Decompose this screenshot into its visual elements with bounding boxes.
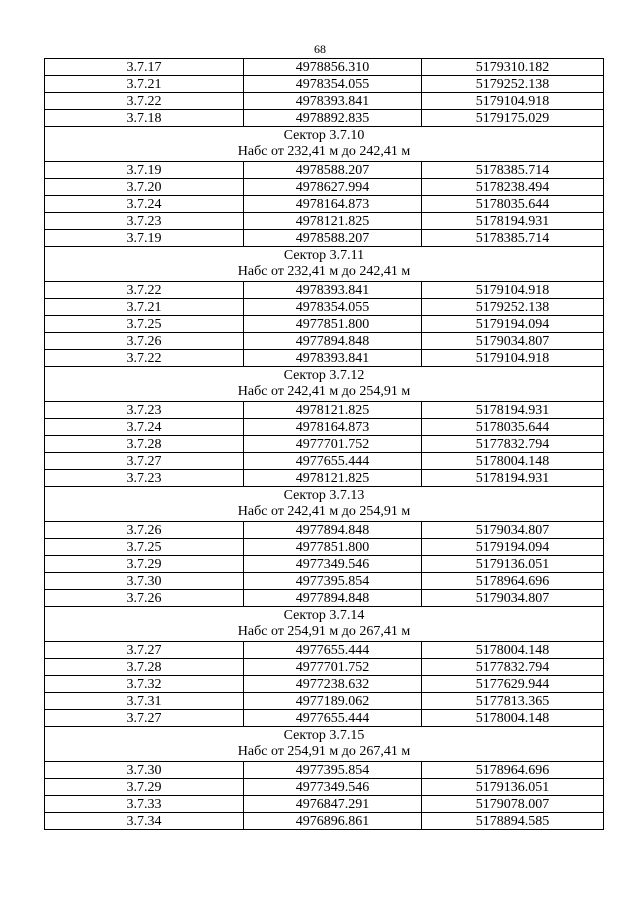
x-coordinate-cell: 4977894.848 bbox=[244, 522, 422, 539]
point-id-cell: 3.7.23 bbox=[45, 402, 244, 419]
y-coordinate-cell: 5177813.365 bbox=[422, 693, 604, 710]
x-coordinate-cell: 4978354.055 bbox=[244, 76, 422, 93]
point-id-cell: 3.7.32 bbox=[45, 676, 244, 693]
y-coordinate-cell: 5178964.696 bbox=[422, 573, 604, 590]
point-id-cell: 3.7.23 bbox=[45, 470, 244, 487]
sector-title: Сектор 3.7.13 bbox=[283, 488, 365, 503]
table-row bbox=[45, 162, 604, 179]
x-coordinate-cell: 4978121.825 bbox=[244, 402, 422, 419]
sector-header-row bbox=[45, 487, 604, 522]
point-id-cell: 3.7.28 bbox=[45, 436, 244, 453]
sector-header-cell bbox=[45, 127, 604, 162]
table-row bbox=[45, 573, 604, 590]
sector-header-row bbox=[45, 247, 604, 282]
point-id-cell: 3.7.21 bbox=[45, 76, 244, 93]
x-coordinate-cell: 4977851.800 bbox=[244, 316, 422, 333]
point-id-cell: 3.7.25 bbox=[45, 539, 244, 556]
table-row bbox=[45, 710, 604, 727]
x-coordinate-cell: 4978892.835 bbox=[244, 110, 422, 127]
point-id-cell: 3.7.22 bbox=[45, 350, 244, 367]
sector-title: Сектор 3.7.10 bbox=[283, 128, 365, 143]
y-coordinate-cell: 5178238.494 bbox=[422, 179, 604, 196]
x-coordinate-cell: 4976847.291 bbox=[244, 796, 422, 813]
sector-title: Сектор 3.7.15 bbox=[283, 728, 365, 743]
y-coordinate-cell: 5177832.794 bbox=[422, 436, 604, 453]
y-coordinate-cell: 5178194.931 bbox=[422, 213, 604, 230]
x-coordinate-cell: 4978121.825 bbox=[244, 470, 422, 487]
point-id-cell: 3.7.19 bbox=[45, 230, 244, 247]
y-coordinate-cell: 5179104.918 bbox=[422, 350, 604, 367]
y-coordinate-cell: 5178385.714 bbox=[422, 162, 604, 179]
x-coordinate-cell: 4977349.546 bbox=[244, 556, 422, 573]
table-row bbox=[45, 590, 604, 607]
point-id-cell: 3.7.20 bbox=[45, 179, 244, 196]
x-coordinate-cell: 4977655.444 bbox=[244, 453, 422, 470]
sector-title: Сектор 3.7.14 bbox=[283, 608, 365, 623]
point-id-cell: 3.7.26 bbox=[45, 333, 244, 350]
point-id-cell: 3.7.26 bbox=[45, 590, 244, 607]
y-coordinate-cell: 5177629.944 bbox=[422, 676, 604, 693]
table-row bbox=[45, 213, 604, 230]
x-coordinate-cell: 4978393.841 bbox=[244, 93, 422, 110]
x-coordinate-cell: 4978856.310 bbox=[244, 59, 422, 76]
point-id-cell: 3.7.29 bbox=[45, 779, 244, 796]
table-row bbox=[45, 556, 604, 573]
table-row bbox=[45, 453, 604, 470]
sector-header-cell bbox=[45, 247, 604, 282]
x-coordinate-cell: 4977894.848 bbox=[244, 333, 422, 350]
x-coordinate-cell: 4977655.444 bbox=[244, 710, 422, 727]
point-id-cell: 3.7.31 bbox=[45, 693, 244, 710]
point-id-cell: 3.7.24 bbox=[45, 196, 244, 213]
y-coordinate-cell: 5178004.148 bbox=[422, 710, 604, 727]
x-coordinate-cell: 4978121.825 bbox=[244, 213, 422, 230]
x-coordinate-cell: 4977851.800 bbox=[244, 539, 422, 556]
y-coordinate-cell: 5179034.807 bbox=[422, 522, 604, 539]
table-row bbox=[45, 813, 604, 830]
sector-header-row bbox=[45, 607, 604, 642]
x-coordinate-cell: 4978627.994 bbox=[244, 179, 422, 196]
sector-title: Сектор 3.7.12 bbox=[283, 368, 365, 383]
y-coordinate-cell: 5179194.094 bbox=[422, 316, 604, 333]
y-coordinate-cell: 5178004.148 bbox=[422, 642, 604, 659]
point-id-cell: 3.7.22 bbox=[45, 93, 244, 110]
x-coordinate-cell: 4977349.546 bbox=[244, 779, 422, 796]
point-id-cell: 3.7.25 bbox=[45, 316, 244, 333]
x-coordinate-cell: 4977701.752 bbox=[244, 436, 422, 453]
coordinates-table-body bbox=[45, 59, 604, 830]
y-coordinate-cell: 5178035.644 bbox=[422, 196, 604, 213]
y-coordinate-cell: 5177832.794 bbox=[422, 659, 604, 676]
sector-header-cell bbox=[45, 727, 604, 762]
table-row bbox=[45, 59, 604, 76]
table-row bbox=[45, 299, 604, 316]
x-coordinate-cell: 4977238.632 bbox=[244, 676, 422, 693]
coordinates-table bbox=[44, 58, 604, 830]
table-row bbox=[45, 402, 604, 419]
point-id-cell: 3.7.19 bbox=[45, 162, 244, 179]
point-id-cell: 3.7.27 bbox=[45, 642, 244, 659]
x-coordinate-cell: 4976896.861 bbox=[244, 813, 422, 830]
table-row bbox=[45, 350, 604, 367]
table-row bbox=[45, 316, 604, 333]
sector-height-range: Набс от 232,41 м до 242,41 м bbox=[237, 264, 411, 279]
table-row bbox=[45, 642, 604, 659]
x-coordinate-cell: 4977189.062 bbox=[244, 693, 422, 710]
sector-height-range: Набс от 232,41 м до 242,41 м bbox=[237, 144, 411, 159]
sector-height-range: Набс от 242,41 м до 254,91 м bbox=[237, 504, 411, 519]
table-row bbox=[45, 419, 604, 436]
x-coordinate-cell: 4977894.848 bbox=[244, 590, 422, 607]
y-coordinate-cell: 5178004.148 bbox=[422, 453, 604, 470]
sector-header-row bbox=[45, 367, 604, 402]
y-coordinate-cell: 5179104.918 bbox=[422, 282, 604, 299]
table-row bbox=[45, 470, 604, 487]
table-row bbox=[45, 676, 604, 693]
point-id-cell: 3.7.17 bbox=[45, 59, 244, 76]
y-coordinate-cell: 5179175.029 bbox=[422, 110, 604, 127]
table-row bbox=[45, 196, 604, 213]
y-coordinate-cell: 5179252.138 bbox=[422, 76, 604, 93]
y-coordinate-cell: 5179252.138 bbox=[422, 299, 604, 316]
point-id-cell: 3.7.28 bbox=[45, 659, 244, 676]
x-coordinate-cell: 4977395.854 bbox=[244, 762, 422, 779]
point-id-cell: 3.7.26 bbox=[45, 522, 244, 539]
point-id-cell: 3.7.18 bbox=[45, 110, 244, 127]
y-coordinate-cell: 5179136.051 bbox=[422, 779, 604, 796]
point-id-cell: 3.7.27 bbox=[45, 453, 244, 470]
table-row bbox=[45, 110, 604, 127]
point-id-cell: 3.7.21 bbox=[45, 299, 244, 316]
x-coordinate-cell: 4978393.841 bbox=[244, 282, 422, 299]
point-id-cell: 3.7.29 bbox=[45, 556, 244, 573]
x-coordinate-cell: 4978393.841 bbox=[244, 350, 422, 367]
point-id-cell: 3.7.24 bbox=[45, 419, 244, 436]
y-coordinate-cell: 5179034.807 bbox=[422, 333, 604, 350]
table-row bbox=[45, 779, 604, 796]
sector-height-range: Набс от 242,41 м до 254,91 м bbox=[237, 384, 411, 399]
table-row bbox=[45, 659, 604, 676]
table-row bbox=[45, 230, 604, 247]
x-coordinate-cell: 4978164.873 bbox=[244, 419, 422, 436]
y-coordinate-cell: 5178035.644 bbox=[422, 419, 604, 436]
y-coordinate-cell: 5178194.931 bbox=[422, 402, 604, 419]
point-id-cell: 3.7.30 bbox=[45, 573, 244, 590]
table-row bbox=[45, 693, 604, 710]
y-coordinate-cell: 5178194.931 bbox=[422, 470, 604, 487]
sector-title: Сектор 3.7.11 bbox=[283, 248, 365, 263]
point-id-cell: 3.7.33 bbox=[45, 796, 244, 813]
y-coordinate-cell: 5178894.585 bbox=[422, 813, 604, 830]
table-row bbox=[45, 333, 604, 350]
sector-header-cell bbox=[45, 607, 604, 642]
x-coordinate-cell: 4978588.207 bbox=[244, 230, 422, 247]
point-id-cell: 3.7.30 bbox=[45, 762, 244, 779]
table-row bbox=[45, 522, 604, 539]
x-coordinate-cell: 4977655.444 bbox=[244, 642, 422, 659]
y-coordinate-cell: 5178964.696 bbox=[422, 762, 604, 779]
point-id-cell: 3.7.23 bbox=[45, 213, 244, 230]
table-row bbox=[45, 76, 604, 93]
page-number: 68 bbox=[314, 42, 326, 56]
y-coordinate-cell: 5178385.714 bbox=[422, 230, 604, 247]
table-row bbox=[45, 436, 604, 453]
sector-height-range: Набс от 254,91 м до 267,41 м bbox=[237, 744, 411, 759]
x-coordinate-cell: 4977395.854 bbox=[244, 573, 422, 590]
x-coordinate-cell: 4977701.752 bbox=[244, 659, 422, 676]
y-coordinate-cell: 5179310.182 bbox=[422, 59, 604, 76]
sector-header-cell bbox=[45, 367, 604, 402]
sector-header-row bbox=[45, 127, 604, 162]
x-coordinate-cell: 4978354.055 bbox=[244, 299, 422, 316]
y-coordinate-cell: 5179194.094 bbox=[422, 539, 604, 556]
sector-header-cell bbox=[45, 487, 604, 522]
table-row bbox=[45, 93, 604, 110]
point-id-cell: 3.7.34 bbox=[45, 813, 244, 830]
sector-header-row bbox=[45, 727, 604, 762]
y-coordinate-cell: 5179078.007 bbox=[422, 796, 604, 813]
point-id-cell: 3.7.27 bbox=[45, 710, 244, 727]
table-row bbox=[45, 539, 604, 556]
table-row bbox=[45, 282, 604, 299]
x-coordinate-cell: 4978588.207 bbox=[244, 162, 422, 179]
y-coordinate-cell: 5179034.807 bbox=[422, 590, 604, 607]
y-coordinate-cell: 5179136.051 bbox=[422, 556, 604, 573]
x-coordinate-cell: 4978164.873 bbox=[244, 196, 422, 213]
point-id-cell: 3.7.22 bbox=[45, 282, 244, 299]
y-coordinate-cell: 5179104.918 bbox=[422, 93, 604, 110]
sector-height-range: Набс от 254,91 м до 267,41 м bbox=[237, 624, 411, 639]
table-row bbox=[45, 796, 604, 813]
table-row bbox=[45, 762, 604, 779]
table-row bbox=[45, 179, 604, 196]
